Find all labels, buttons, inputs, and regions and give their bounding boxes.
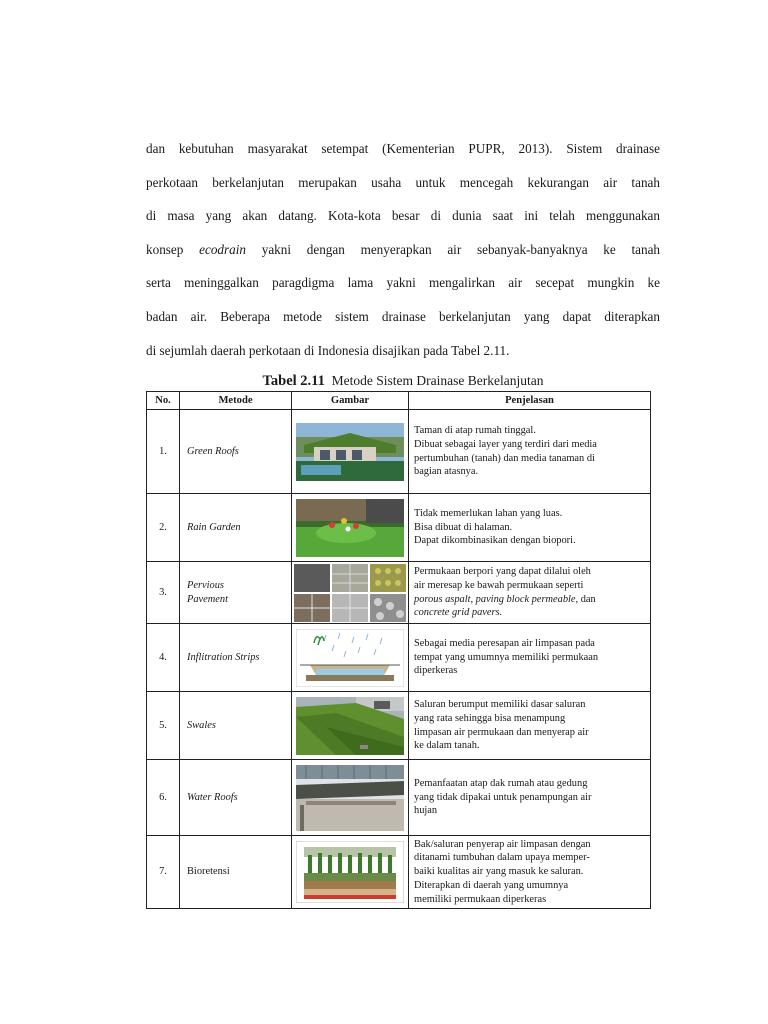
table-title: Metode Sistem Drainase Berkelanjutan [331, 373, 544, 388]
desc-line: Pemanfaatan atap dak rumah atau gedung [414, 777, 588, 789]
paragraph-word: yakni dengan menyerapkan air sebanyak-banyaknya ke tanah [261, 241, 661, 257]
desc-line: ditanami tumbuhan dalam upaya memper- [414, 852, 590, 864]
paragraph-line [146, 233, 660, 267]
desc-line [414, 593, 646, 607]
rain-garden-image [292, 494, 409, 562]
row-method: Water Roofs [180, 760, 292, 836]
infiltration-strip-image [292, 624, 409, 692]
desc-line: diperkeras [414, 665, 458, 677]
desc-line: Saluran berumput memiliki dasar saluran [414, 698, 586, 710]
paragraph-line: dan kebutuhan masyarakat setempat (Kementerian PUPR, 2013). Sistem drainase [146, 141, 660, 156]
paragraph-italic-term: ecodrain [199, 241, 246, 257]
table-row [147, 562, 651, 624]
row-number: 5. [147, 692, 180, 760]
desc-line: Dibuat sebagai layer yang terdiri dari media [414, 438, 597, 450]
row-method: Rain Garden [180, 494, 292, 562]
table-row [147, 494, 651, 562]
row-number: 3. [147, 562, 180, 624]
desc-line: air meresap ke bawah permukaan seperti [414, 579, 584, 591]
paragraph-line: di sejumlah daerah perkotaan di Indonesia disajikan pada Tabel 2.11. [146, 342, 510, 358]
desc-line: limpasan air permukaan dan menyerap air [414, 726, 589, 738]
desc-line: hujan [414, 805, 438, 817]
table-row [147, 836, 651, 909]
row-number: 7. [147, 836, 180, 909]
green-roof-image [292, 410, 409, 494]
methods-table [146, 391, 651, 909]
desc-line: Taman di atap rumah tinggal. [414, 424, 536, 436]
desc-line: Bak/saluran penyerap air limpasan dengan [414, 838, 591, 850]
desc-line: Bisa dibuat di halaman. [414, 521, 513, 533]
desc-line: Permukaan berpori yang dapat dilalui oleh [414, 565, 591, 577]
row-method: Inflitration Strips [180, 624, 292, 692]
desc-line: bagian atasnya. [414, 466, 479, 478]
swale-image [292, 692, 409, 760]
desc-line: memiliki permukaan diperkeras [414, 893, 547, 905]
paragraph-word: konsep [146, 241, 184, 257]
desc-italic-term: porous aspalt, paving block permeable [414, 593, 576, 605]
row-method: Bioretensi [180, 836, 292, 909]
row-method: Pervious Pavement [180, 562, 292, 624]
desc-line: ke dalam tanah. [414, 740, 480, 752]
desc-line: baiki kualitas air yang masuk ke saluran. [414, 866, 584, 878]
header-gambar: Gambar [292, 392, 409, 410]
table-row [147, 410, 651, 494]
desc-line: Tidak memerlukan lahan yang luas. [414, 507, 563, 519]
paragraph-line: badan air. Beberapa metode sistem drainase berkelanjutan yang dapat diterapkan [146, 308, 660, 324]
desc-line: yang rata sehingga bisa menampung [414, 712, 566, 724]
desc-line: yang tidak dipakai untuk penampungan air [414, 791, 592, 803]
row-number: 6. [147, 760, 180, 836]
pervious-pavement-image [292, 562, 409, 624]
table-header-row [147, 392, 651, 410]
row-method: Green Roofs [180, 410, 292, 494]
row-number: 4. [147, 624, 180, 692]
row-number: 1. [147, 410, 180, 494]
row-description [409, 692, 651, 760]
row-number: 2. [147, 494, 180, 562]
header-penjelasan: Penjelasan [409, 392, 651, 410]
row-description [409, 410, 651, 494]
header-no: No. [147, 392, 180, 410]
row-description [409, 562, 651, 624]
row-description [409, 624, 651, 692]
row-description [409, 836, 651, 909]
row-method: Swales [180, 692, 292, 760]
desc-italic-term: concrete grid pavers. [414, 607, 503, 619]
row-description [409, 494, 651, 562]
desc-line [414, 606, 646, 620]
row-description [409, 760, 651, 836]
desc-text: , dan [575, 593, 596, 605]
desc-line: pertumbuhan (tanah) dan media tanaman di [414, 452, 595, 464]
water-roof-image [292, 760, 409, 836]
table-row [147, 760, 651, 836]
paragraph-line: di masa yang akan datang. Kota-kota besar di dunia saat ini telah menggunakan [146, 208, 660, 224]
header-metode: Metode [180, 392, 292, 410]
desc-line: Dapat dikombinasikan dengan biopori. [414, 535, 576, 547]
desc-line: Diterapkan di daerah yang umumnya [414, 879, 569, 891]
desc-line: tempat yang umumnya memiliki permukaan [414, 651, 599, 663]
table-number: Tabel 2.11 [262, 373, 325, 389]
desc-line: Sebagai media peresapan air limpasan pada [414, 637, 595, 649]
table-row [147, 692, 651, 760]
table-row [147, 624, 651, 692]
table-caption [146, 372, 660, 390]
body-paragraph [146, 132, 660, 367]
paragraph-line: perkotaan berkelanjutan merupakan usaha untuk mencegah kekurangan air tanah [146, 174, 660, 190]
bioretention-image [292, 836, 409, 909]
paragraph-line: serta meninggalkan paragdigma lama yakni mengalirkan air secepat mungkin ke [146, 275, 660, 291]
